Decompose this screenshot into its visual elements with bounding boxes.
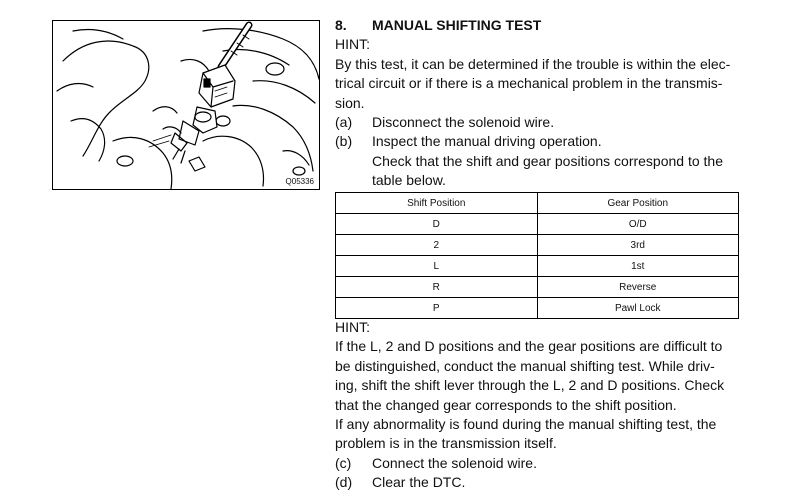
- shift-cell: D: [336, 214, 538, 235]
- step-label: (a): [335, 114, 353, 131]
- gear-cell: 1st: [537, 256, 739, 277]
- hint2-line: be distinguished, conduct the manual shifting test. While driv-: [335, 357, 715, 374]
- shift-cell: R: [336, 277, 538, 298]
- gear-cell: O/D: [537, 214, 739, 235]
- shift-position-table: [335, 192, 739, 319]
- step-text: Clear the DTC.: [372, 474, 466, 491]
- hint2-line: problem is in the transmission itself.: [335, 435, 557, 452]
- table-row: [336, 277, 739, 298]
- section-number: 8.: [335, 17, 347, 33]
- step-text: Connect the solenoid wire.: [372, 454, 537, 471]
- hint2-label: HINT:: [335, 319, 370, 335]
- step-label: (c): [335, 454, 352, 471]
- shift-cell: P: [336, 298, 538, 319]
- shift-cell: 2: [336, 235, 538, 256]
- check-line: Check that the shift and gear positions correspond to the: [372, 152, 723, 169]
- table-row: [336, 298, 739, 319]
- section-heading: [335, 16, 745, 35]
- shift-cell: L: [336, 256, 538, 277]
- header-gear-position: Gear Position: [537, 193, 739, 214]
- gear-cell: 3rd: [537, 235, 739, 256]
- table-row: [336, 235, 739, 256]
- step-b: [335, 132, 745, 151]
- check-line: table below.: [372, 172, 446, 189]
- step-text: Disconnect the solenoid wire.: [372, 114, 555, 131]
- step-label: (b): [335, 133, 353, 150]
- step-a: [335, 113, 745, 132]
- hint-line: sion.: [335, 94, 365, 111]
- header-shift-position: Shift Position: [336, 193, 538, 214]
- step-text: Inspect the manual driving operation.: [372, 133, 602, 150]
- table-row: [336, 256, 739, 277]
- hint2-line: If the L, 2 and D positions and the gear positions are difficult to: [335, 338, 723, 355]
- section-title: MANUAL SHIFTING TEST: [372, 17, 542, 33]
- table-row: [336, 214, 739, 235]
- table-header-row: [336, 193, 739, 214]
- section-text: [335, 16, 745, 191]
- hint2-line: ing, shift the shift lever through the L, 2 and D positions. Check: [335, 377, 725, 394]
- gear-cell: Pawl Lock: [537, 298, 739, 319]
- hint2-line: If any abnormality is found during the manual shifting test, the: [335, 416, 717, 433]
- step-label: (d): [335, 474, 353, 491]
- transmission-figure: [52, 20, 320, 190]
- step-d: [335, 473, 745, 492]
- gear-cell: Reverse: [537, 277, 739, 298]
- step-c: [335, 454, 745, 473]
- figure-code: Q05336: [285, 177, 314, 186]
- hint-label: HINT:: [335, 36, 370, 53]
- hint-line: trical circuit or if there is a mechanical problem in the transmis-: [335, 75, 723, 92]
- solenoid-connector-illustration: [53, 21, 320, 190]
- hint-line: By this test, it can be determined if the trouble is within the elec-: [335, 55, 731, 72]
- hint2-line: that the changed gear corresponds to the shift position.: [335, 396, 677, 413]
- hint-section-2: [335, 318, 745, 493]
